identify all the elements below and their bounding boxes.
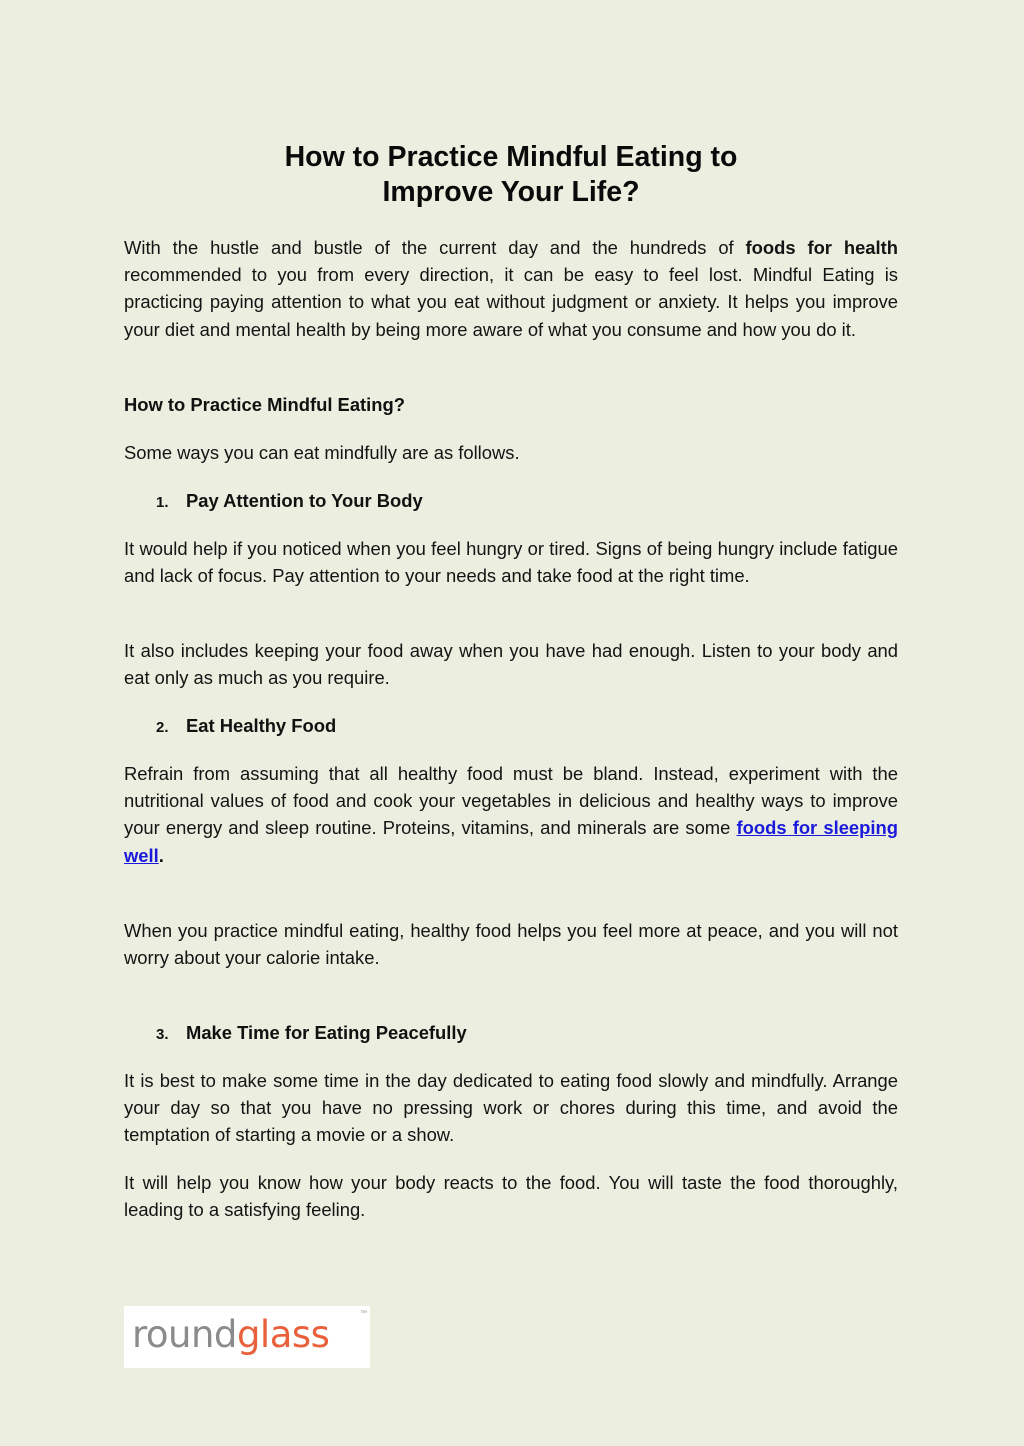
item1-paragraph-2: It also includes keeping your food away when you have had enough. Listen to your body and eat only as much as you require. [124, 640, 898, 689]
list-heading-text-2: Eat Healthy Food [186, 715, 337, 736]
item2-paragraph-1 [124, 760, 898, 869]
list-heading-1 [156, 487, 423, 516]
logo-glass-text: glass [236, 1313, 330, 1356]
logo-wordmark [132, 1310, 329, 1360]
logo-round-text: round [132, 1313, 237, 1356]
list-number-1: 1. [156, 494, 169, 511]
foods-for-sleeping-well-link[interactable]: foods for sleeping well [124, 817, 898, 866]
section-heading: How to Practice Mindful Eating? [124, 394, 405, 415]
intro-lead-text: With the hustle and bustle of the current day and the hundreds of [124, 237, 746, 258]
item3-paragraph-1: It is best to make some time in the day dedicated to eating food slowly and mindfully. Arrange your day so that you have no pressing work or chores during this time, and avoid the temptation of starting a movie or a show. [124, 1070, 898, 1146]
list-number-3: 3. [156, 1026, 169, 1043]
intro-paragraph [124, 234, 898, 343]
section-intro: Some ways you can eat mindfully are as follows. [124, 442, 520, 463]
intro-rest-text: recommended to you from every direction, it can be easy to feel lost. Mindful Eating is practicing paying attention to what you eat without judgment or anxiety. It helps you improve your diet and mental health by being more aware of what you consume and how you do it. [124, 264, 898, 340]
list-heading-text-1: Pay Attention to Your Body [186, 490, 423, 511]
page-title [124, 140, 898, 210]
roundglass-logo [124, 1306, 370, 1368]
page-title-line-1: How to Practice Mindful Eating to [284, 141, 738, 173]
item2-lead-text: Refrain from assuming that all healthy food must be bland. Instead, experiment with the nutritional values of food and cook your vegetables in delicious and healthy ways to improve your energy and sleep routine. Proteins, vitamins, and minerals are some [124, 763, 898, 839]
item2-period: . [158, 844, 164, 866]
list-heading-text-3: Make Time for Eating Peacefully [186, 1022, 467, 1043]
list-heading-3 [156, 1019, 467, 1048]
list-heading-2 [156, 712, 336, 741]
list-number-2: 2. [156, 719, 169, 736]
page-title-line-2: Improve Your Life? [382, 176, 640, 208]
item1-paragraph-1: It would help if you noticed when you feel hungry or tired. Signs of being hungry include fatigue and lack of focus. Pay attention to your needs and take food at the right time. [124, 538, 898, 587]
logo-trademark: ™ [360, 1310, 367, 1317]
item2-paragraph-2: When you practice mindful eating, healthy food helps you feel more at peace, and you will not worry about your calorie intake. [124, 920, 898, 969]
item3-paragraph-2: It will help you know how your body reacts to the food. You will taste the food thoroughly, leading to a satisfying feeling. [124, 1172, 898, 1221]
intro-bold-text: foods for health [745, 237, 898, 258]
